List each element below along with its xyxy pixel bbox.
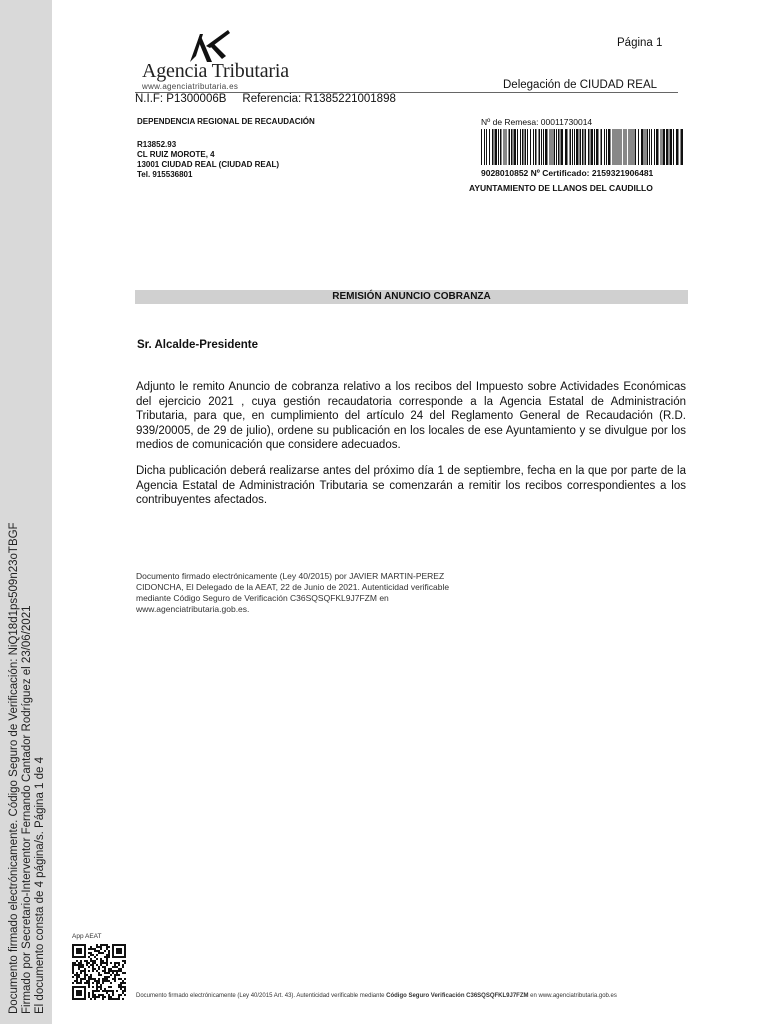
signature-sidebar <box>0 0 52 1024</box>
sidebar-line-1: Documento firmado electrónicamente. Código Seguro de Verificación: NiQ18d1ps509n23oTBGF <box>8 522 20 1014</box>
barcode-icon <box>481 129 685 165</box>
salutation: Sr. Alcalde-Presidente <box>137 339 259 351</box>
logo-name: Agencia Tributaria <box>142 60 289 82</box>
remesa-number: Nº de Remesa: 00011730014 <box>481 117 593 127</box>
nif: N.I.F: P1300006B <box>135 93 227 105</box>
recipient: AYUNTAMIENTO DE LLANOS DEL CAUDILLO <box>469 183 653 193</box>
signature-line: mediante Código Seguro de Verificación C36SQSQFKL9J7FZM en <box>136 593 389 603</box>
footer-prefix: Documento firmado electrónicamente (Ley 40/2015 Art. 43). Autenticidad verificable mediante <box>136 993 387 999</box>
page-number: Página 1 <box>617 37 663 49</box>
signature-block <box>136 571 449 615</box>
sidebar-line-3: El documento consta de 4 página/s. Página 1 de 4 <box>34 756 46 1014</box>
signature-line: CIDONCHA, El Delegado de la AEAT, 22 de Junio de 2021. Autenticidad verificable <box>136 582 450 592</box>
agencia-tributaria-logo-icon <box>186 26 232 64</box>
nif-line <box>135 93 396 105</box>
dependencia: DEPENDENCIA REGIONAL DE RECAUDACIÓN <box>137 117 315 126</box>
address-line: R13852.93 <box>137 140 177 149</box>
footer-csv: Código Seguro Verificación C36SQSQFKL9J7FZM <box>386 993 529 999</box>
signature-line: Documento firmado electrónicamente (Ley 40/2015) por JAVIER MARTIN-PEREZ <box>136 571 445 581</box>
address-line: Tel. 915536801 <box>137 170 193 179</box>
body-paragraph: Dicha publicación deberá realizarse antes del próximo día 1 de septiembre, fecha en la que por parte de la Agencia Estatal de Administración Tributaria se comenzarán a remitir los recibos correspondientes a los contribuyentes afectados. <box>136 465 686 506</box>
delegacion: Delegación de CIUDAD REAL <box>503 79 658 91</box>
certificado-number: 9028010852 Nº Certificado: 2159321906481 <box>481 168 654 178</box>
logo-url: www.agenciatributaria.es <box>142 82 239 91</box>
body-paragraph: Adjunto le remito Anuncio de cobranza relativo a los recibos del Impuesto sobre Actividades Económicas del ejercicio 2021 , cuya gestión recaudatoria corresponde a la Agencia Estatal de Administración Tributaria, para que, en cumplimiento del artículo 24 del Reglamento General de Recaudación (R.D. 939/20005, de 29 de julio), ordene su publicación en los locales de ese Ayuntamiento y se divulgue por los medios de comunicación que considere adecuados. <box>136 381 686 451</box>
document-title-bar <box>135 290 688 304</box>
sidebar-line-2: Firmado por Secretario-Interventor Fernando Cantador Rodríguez el 23/06/2021 <box>21 605 33 1014</box>
signature-line: www.agenciatributaria.gob.es. <box>136 604 250 614</box>
footer-suffix: en www.agenciatributaria.gob.es <box>528 993 617 999</box>
sender-address <box>137 140 279 180</box>
address-line: CL RUIZ MOROTE, 4 <box>137 150 215 159</box>
referencia: Referencia: R1385221001898 <box>242 93 396 105</box>
qr-code-icon <box>72 944 126 1000</box>
sidebar-verification-text <box>8 522 47 1014</box>
app-label: App AEAT <box>72 933 102 940</box>
footer-text <box>136 993 617 999</box>
address-line: 13001 CIUDAD REAL (CIUDAD REAL) <box>137 160 280 169</box>
document-title: REMISIÓN ANUNCIO COBRANZA <box>332 291 491 302</box>
